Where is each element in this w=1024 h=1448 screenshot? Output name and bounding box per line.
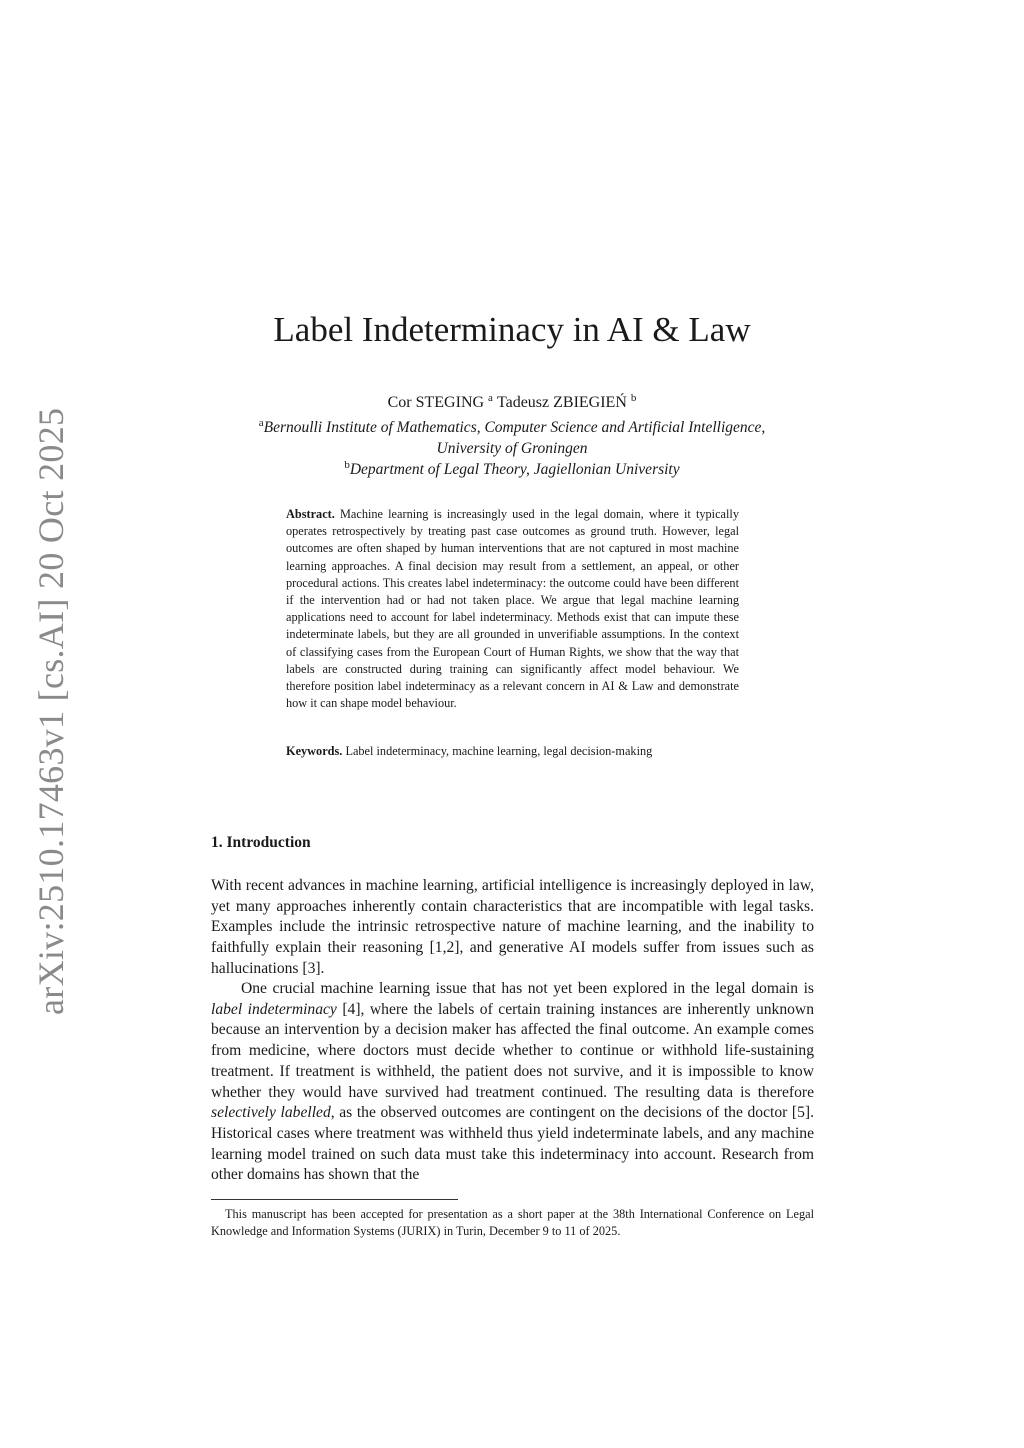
affiliation-a: [0, 419, 1024, 437]
affiliation-marker: b: [344, 459, 350, 471]
paragraph-text: , as the observed outcomes are contingent on the decisions of the doctor [5]. Historical cases where treatment was withheld thus yield indeterminate labels, and any machine learning model trained on such data must take this indeterminacy into account. Research from other domains has shown that the: [211, 1104, 815, 1184]
keywords: [286, 743, 739, 760]
emphasized-term: selectively labelled: [211, 1104, 331, 1122]
author-line: [0, 394, 1024, 412]
footnote-divider: [211, 1199, 458, 1200]
affiliation-text: University of Groningen: [436, 440, 588, 457]
keywords-text: Label indeterminacy, machine learning, legal decision-making: [345, 744, 653, 758]
body-paragraph: [211, 979, 814, 1186]
section-heading-introduction: 1. Introduction: [211, 834, 311, 851]
affiliation-marker: a: [488, 392, 493, 404]
keywords-label: Keywords.: [286, 744, 343, 758]
affiliation-text: Department of Legal Theory, Jagiellonian University: [349, 461, 680, 478]
affiliation-marker: b: [630, 392, 637, 404]
paragraph-text: [4], where the labels of certain training instances are inherently unknown because an intervention by a decision maker has affected the final outcome. An example comes from medicine, where doctors must decide whether to continue or withhold life-sustaining treatment. If treatment is withheld, the patient does not survive, and it is impossible to know whether they would have survived had treatment continued. The resulting data is therefore: [211, 1000, 814, 1101]
footnote: This manuscript has been accepted for presentation as a short paper at the 38th International Conference on Legal Knowledge and Information Systems (JURIX) in Turin, December 9 to 11 of 2025.: [211, 1207, 814, 1238]
affiliation-a-continued: [0, 440, 1024, 458]
author-name: Tadeusz ZBIEGIEŃ: [496, 394, 627, 411]
emphasized-term: label indeterminacy: [211, 1000, 337, 1018]
arxiv-identifier-stamp: arXiv:2510.17463v1 [cs.AI] 20 Oct 2025: [31, 407, 71, 1015]
abstract: [286, 506, 739, 712]
paragraph-text: One crucial machine learning issue that has not yet been explored in the legal domain is: [241, 980, 814, 997]
abstract-text: Machine learning is increasingly used in the legal domain, where it typically operates retrospectively by treating past case outcomes as ground truth. However, legal outcomes are often shaped by human interventions that are not captured in most machine learning approaches. A final decision may result from a settlement, an appeal, or other procedural actions. This creates label indeterminacy: the outcome could have been different if the intervention had or had not taken place. We argue that legal machine learning applications need to account for label indeterminacy. Methods exist that can impute these indeterminate labels, but they are all grounded in unverifiable assumptions. In the context of classifying cases from the European Court of Human Rights, we show that the way that labels are constructed during training can significantly affect model behaviour. We therefore position label indeterminacy as a relevant concern in AI & Law and demonstrate how it can shape model behaviour.: [286, 507, 739, 711]
paper-title: Label Indeterminacy in AI & Law: [273, 310, 751, 349]
abstract-label: Abstract.: [286, 507, 335, 521]
affiliation-b: [0, 461, 1024, 479]
body-paragraph: With recent advances in machine learning, artificial intelligence is increasingly deployed in law, yet many approaches inherently contain characteristics that are incompatible with legal tasks. Examples include the intrinsic retrospective nature of machine learning, and the inability to faithfully explain their reasoning [1,2], and generative AI models suffer from issues such as hallucinations [3].: [211, 877, 814, 977]
affiliation-marker: a: [258, 417, 264, 429]
author-name: Cor STEGING: [387, 394, 485, 411]
affiliation-text: Bernoulli Institute of Mathematics, Computer Science and Artificial Intelligence,: [263, 419, 766, 436]
